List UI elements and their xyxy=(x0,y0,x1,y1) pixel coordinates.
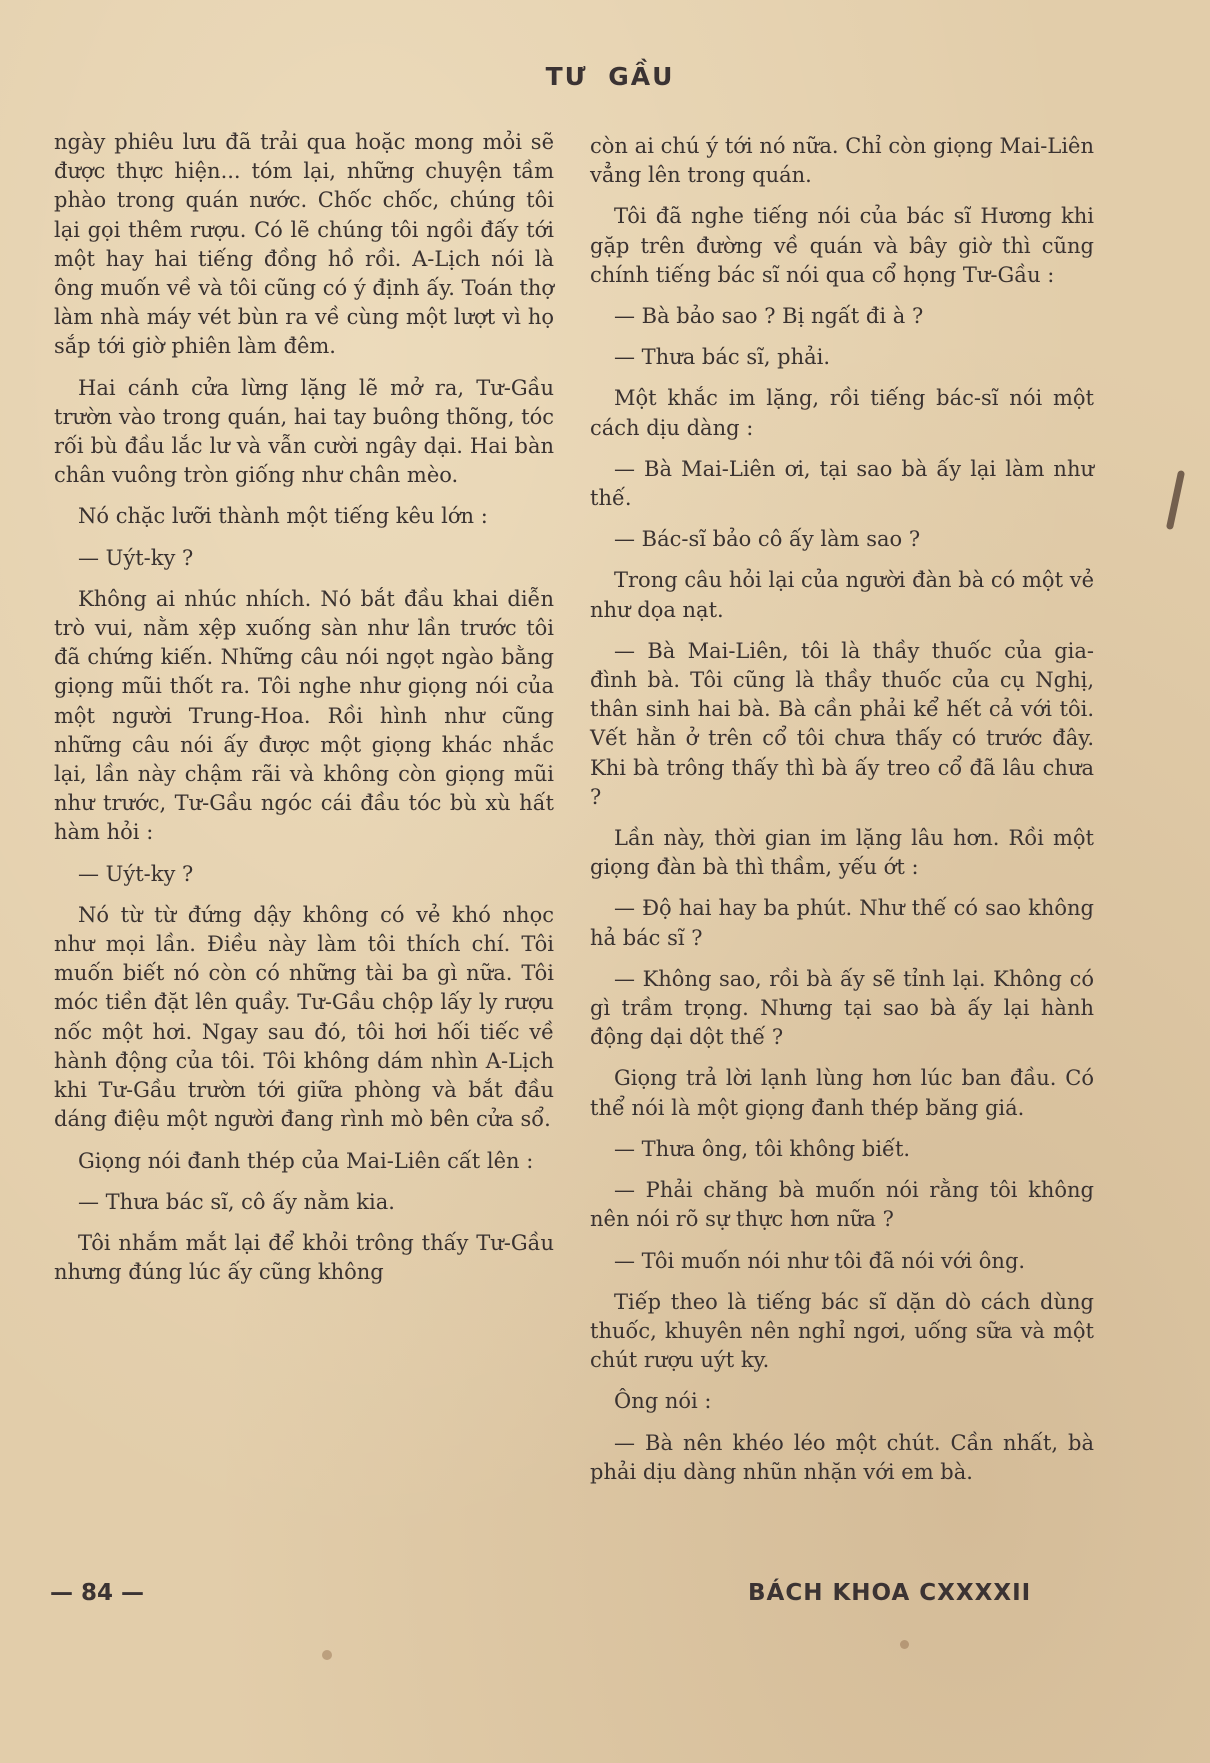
dialogue-line: — Bà Mai-Liên ơi, tại sao bà ấy lại làm như thế. xyxy=(590,456,1094,511)
paragraph: Giọng trả lời lạnh lùng hơn lúc ban đầu. Có thể nói là một giọng đanh thép băng giá. xyxy=(590,1066,1094,1120)
paragraph: Trong câu hỏi lại của người đàn bà có một vẻ như dọa nạt. xyxy=(590,568,1094,622)
ink-spot xyxy=(1166,470,1185,530)
ink-spot xyxy=(322,1650,332,1660)
dialogue-line: — Uýt-ky ? xyxy=(78,861,194,886)
journal-title: BÁCH KHOA CXXXXII xyxy=(748,1580,1032,1606)
dialogue-line: — Phải chăng bà muốn nói rằng tôi không nên nói rõ sự thực hơn nữa ? xyxy=(590,1178,1094,1232)
running-title-word-1: TƯ xyxy=(545,62,588,91)
running-title xyxy=(0,62,1210,91)
paragraph: Ông nói : xyxy=(614,1389,712,1414)
dialogue-line: — Bà nên khéo léo một chút. Cần nhất, bà phải dịu dàng nhũn nhặn với em bà. xyxy=(590,1430,1094,1484)
dialogue-line: — Thưa ông, tôi không biết. xyxy=(614,1136,911,1161)
dialogue-line: — Thưa bác sĩ, phải. xyxy=(614,345,831,370)
paragraph: Hai cánh cửa lừng lặng lẽ mở ra, Tư-Gầu trườn vào trong quán, hai tay buông thõng, tóc rối bù đầu lắc lư và vẫn cười ngây dại. Hai bàn chân vuông tròn giống như chân mèo. xyxy=(54,375,554,488)
ink-spot xyxy=(900,1640,909,1649)
dialogue-line: — Thưa bác sĩ, cô ấy nằm kia. xyxy=(78,1189,395,1214)
paragraph: Giọng nói đanh thép của Mai-Liên cất lên : xyxy=(78,1148,534,1173)
running-title-word-2: GẦU xyxy=(608,62,675,91)
dialogue-line: — Độ hai hay ba phút. Như thế có sao không hả bác sĩ ? xyxy=(590,896,1094,950)
paragraph: Nó từ từ đứng dậy không có vẻ khó nhọc như mọi lần. Điều này làm tôi thích chí. Tôi muốn biết nó còn có những tài ba gì nữa. Tôi móc tiền đặt lên quầy. Tư-Gầu chộp lấy ly rượu nốc một hơi. Ngay sau đó, tôi hơi hối tiếc về hành động của tôi. Tôi không dám nhìn A-Lịch khi Tư-Gầu trườn tới giữa phòng và bắt đầu dáng điệu một người đang rình mò bên cửa sổ. xyxy=(54,902,554,1132)
dialogue-line: — Bà bảo sao ? Bị ngất đi à ? xyxy=(614,304,924,329)
paragraph: Tiếp theo là tiếng bác sĩ dặn dò cách dùng thuốc, khuyên nên nghỉ ngơi, uống sữa và một chút rượu uýt ky. xyxy=(590,1289,1094,1373)
dialogue-line: — Bà Mai-Liên, tôi là thầy thuốc của gia-đình bà. Tôi cũng là thầy thuốc của cụ Nghị, thân sinh hai bà. Bà cần phải kể hết cả với tôi. Vết hằn ở trên cổ tôi chưa thấy có trước đây. Khi bà trông thấy thì bà ấy treo cổ đã lâu chưa ? xyxy=(590,638,1094,809)
paragraph: ngày phiêu lưu đã trải qua hoặc mong mỏi sẽ được thực hiện... tóm lại, những chuyện tầm phào trong quán nước. Chốc chốc, chúng tôi lại gọi thêm rượu. Có lẽ chúng tôi ngồi đấy tới một hay hai tiếng đồng hồ rồi. A-Lịch nói là ông muốn về và tôi cũng có ý định ấy. Toán thợ làm nhà máy vét bùn ra về cùng một lượt vì họ sắp tới giờ phiên làm đêm. xyxy=(54,130,554,359)
left-column xyxy=(54,128,554,1299)
page-number: — 84 — xyxy=(50,1580,145,1606)
paragraph: Tôi nhắm mắt lại để khỏi trông thấy Tư-Gầu nhưng đúng lúc ấy cũng không xyxy=(54,1230,554,1285)
paragraph: Không ai nhúc nhích. Nó bắt đầu khai diễn trò vui, nằm xệp xuống sàn như lần trước tôi đã chứng kiến. Những câu nói ngọt ngào bằng giọng mũi thốt ra. Tôi nghe như giọng nói của một người Trung-Hoa. Rồi hình như cũng những câu nói ấy được một giọng khác nhắc lại, lần này chậm rãi và không còn giọng mũi như trước, Tư-Gầu ngóc cái đầu tóc bù xù hất hàm hỏi : xyxy=(54,586,554,845)
paragraph: Lần này, thời gian im lặng lâu hơn. Rồi một giọng đàn bà thì thầm, yếu ớt : xyxy=(590,826,1094,880)
paragraph: còn ai chú ý tới nó nữa. Chỉ còn giọng Mai-Liên vẳng lên trong quán. xyxy=(590,134,1094,188)
dialogue-line: — Tôi muốn nói như tôi đã nói với ông. xyxy=(614,1248,1026,1273)
paragraph: Một khắc im lặng, rồi tiếng bác-sĩ nói một cách dịu dàng : xyxy=(590,386,1094,440)
dialogue-line: — Không sao, rồi bà ấy sẽ tỉnh lại. Không có gì trầm trọng. Nhưng tại sao bà ấy lại hành động dại dột thế ? xyxy=(590,966,1094,1050)
paragraph: Tôi đã nghe tiếng nói của bác sĩ Hương khi gặp trên đường về quán và bây giờ thì cũng chính tiếng bác sĩ nói qua cổ họng Tư-Gầu : xyxy=(590,204,1094,287)
dialogue-line: — Uýt-ky ? xyxy=(78,545,194,570)
paragraph: Nó chặc lưỡi thành một tiếng kêu lớn : xyxy=(78,504,488,529)
dialogue-line: — Bác-sĩ bảo cô ấy làm sao ? xyxy=(614,527,921,552)
right-column xyxy=(590,132,1094,1499)
